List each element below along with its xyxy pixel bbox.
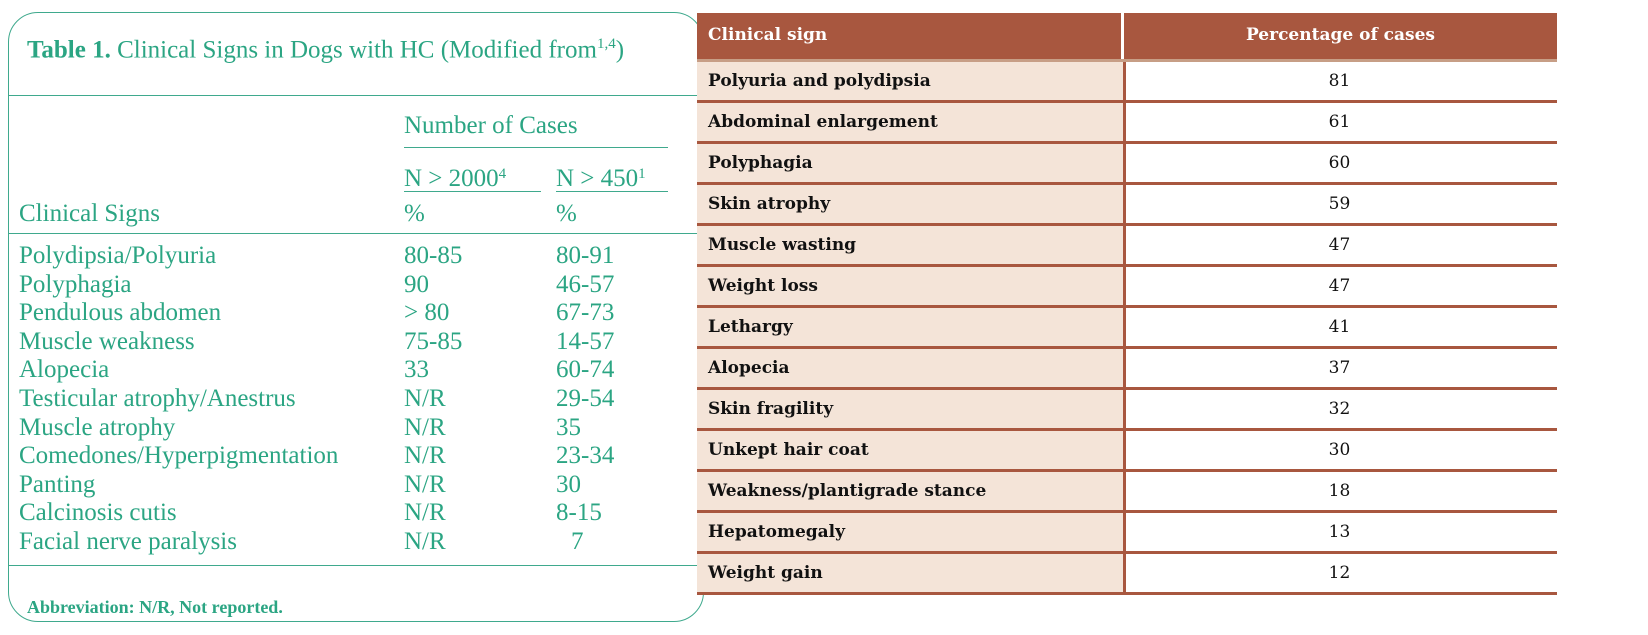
number-of-cases-underline: [404, 147, 668, 148]
table-row: [697, 308, 1557, 349]
table-row-col2: 67-73: [556, 299, 615, 327]
clinical-sign-cell: Skin atrophy: [697, 185, 1126, 223]
table-row-col2: 35: [556, 413, 581, 441]
table-row-col1: > 80: [404, 299, 450, 327]
table-row-col2: 8-15: [556, 499, 602, 527]
percentage-cell: 12: [1126, 554, 1557, 592]
title-divider: [9, 95, 703, 96]
footer-divider: [9, 565, 703, 566]
clinical-sign-cell: Lethargy: [697, 308, 1126, 346]
table-row-col2: 80-91: [556, 242, 615, 269]
col1-header-text: N > 2000: [404, 165, 499, 192]
percentage-cell: 47: [1126, 267, 1557, 305]
col1-header-ref: 4: [498, 166, 507, 182]
table-row-sign: Muscle weakness: [19, 327, 195, 355]
table-1-title-close: ): [615, 36, 625, 64]
clinical-sign-cell: Abdominal enlargement: [697, 103, 1126, 141]
percentage-cell: 18: [1126, 472, 1557, 510]
percentage-cell: 60: [1126, 144, 1557, 182]
table-row-sign: Alopecia: [19, 356, 110, 384]
table-row: [697, 103, 1557, 144]
number-of-cases-header: Number of Cases: [404, 112, 578, 139]
table-row-col1: N/R: [404, 470, 446, 498]
col1-header: [404, 159, 506, 194]
table-row-col1: 80-85: [404, 242, 463, 269]
table-row-sign: Polyphagia: [19, 270, 132, 298]
table-row-sign: Pendulous abdomen: [19, 299, 222, 327]
table-row-col2: 46-57: [556, 270, 615, 298]
table-row-col2: 14-57: [556, 327, 615, 355]
row-header-clinical-signs: Clinical Signs: [19, 200, 160, 227]
clinical-signs-percentage-table: [697, 13, 1557, 595]
table-row-col1: N/R: [404, 442, 446, 470]
clinical-sign-cell: Weakness/plantigrade stance: [697, 472, 1126, 510]
clinical-sign-cell: Polyuria and polydipsia: [697, 62, 1126, 100]
table-row: [697, 349, 1557, 390]
table-row-col1: N/R: [404, 499, 446, 527]
table-row-sign: Polydipsia/Polyuria: [19, 242, 217, 269]
clinical-sign-cell: Muscle wasting: [697, 226, 1126, 264]
clinical-sign-cell: Weight gain: [697, 554, 1126, 592]
table-1-title-refs: 1,4: [596, 36, 616, 52]
table-row: [697, 144, 1557, 185]
header-percentage-of-cases: Percentage of cases: [1245, 25, 1435, 45]
clinical-sign-cell: Skin fragility: [697, 390, 1126, 428]
table-row-col1: N/R: [404, 528, 446, 555]
table-row: [697, 554, 1557, 595]
table-row-sign: Calcinosis cutis: [19, 499, 177, 527]
table-1-title: [27, 27, 704, 67]
table-row-col2: 7: [571, 528, 584, 555]
col2-header: [556, 159, 646, 194]
col2-header-text: N > 450: [556, 165, 639, 192]
table-row-col2: 23-34: [556, 442, 615, 470]
table-1-label: Table 1.: [27, 36, 111, 64]
percentage-cell: 37: [1126, 349, 1557, 387]
table-row-col1: 33: [404, 356, 429, 384]
col2-unit: %: [556, 200, 577, 227]
table-header-row: [697, 13, 1557, 62]
percentage-cell: 81: [1126, 62, 1557, 100]
table-row: [697, 185, 1557, 226]
percentage-cell: 30: [1126, 431, 1557, 469]
table-body: [697, 62, 1557, 595]
col1-header-underline: [404, 191, 541, 192]
table-row: [697, 62, 1557, 103]
table-row-sign: Testicular atrophy/Anestrus: [19, 385, 296, 412]
table-row-col1: N/R: [404, 413, 446, 441]
table-row-sign: Muscle atrophy: [19, 413, 176, 441]
table-row: [697, 472, 1557, 513]
table-1-footnote: Abbreviation: N/R, Not reported.: [27, 597, 283, 617]
table-row-col1: 75-85: [404, 327, 463, 355]
clinical-sign-cell: Alopecia: [697, 349, 1126, 387]
percentage-cell: 61: [1126, 103, 1557, 141]
table-row-col1: 90: [404, 270, 429, 298]
clinical-sign-cell: Unkept hair coat: [697, 431, 1126, 469]
clinical-signs-table-1: [8, 12, 704, 622]
col2-header-underline: [556, 191, 668, 192]
header-clinical-sign: Clinical sign: [697, 13, 1124, 59]
table-row: [697, 226, 1557, 267]
table-row: [697, 267, 1557, 308]
clinical-sign-cell: Weight loss: [697, 267, 1126, 305]
percentage-cell: 41: [1126, 308, 1557, 346]
table-row-sign: Panting: [19, 470, 96, 498]
header-divider: [9, 233, 703, 234]
table-row-sign: Comedones/Hyperpigmentation: [19, 442, 339, 470]
percentage-cell: 47: [1126, 226, 1557, 264]
clinical-sign-cell: Polyphagia: [697, 144, 1126, 182]
table-row: [697, 431, 1557, 472]
table-row-col2: 30: [556, 470, 581, 498]
table-row-col1: N/R: [404, 385, 446, 412]
percentage-cell: 59: [1126, 185, 1557, 223]
table-1-title-text: Clinical Signs in Dogs with HC (Modified from: [117, 36, 597, 64]
table-row: [697, 390, 1557, 431]
table-row-col2: 29-54: [556, 385, 615, 412]
col2-header-ref: 1: [638, 166, 646, 182]
percentage-cell: 13: [1126, 513, 1557, 551]
col1-unit: %: [404, 200, 425, 227]
percentage-cell: 32: [1126, 390, 1557, 428]
table-row-sign: Facial nerve paralysis: [19, 528, 237, 555]
table-row-col2: 60-74: [556, 356, 615, 384]
clinical-sign-cell: Hepatomegaly: [697, 513, 1126, 551]
table-row: [697, 513, 1557, 554]
